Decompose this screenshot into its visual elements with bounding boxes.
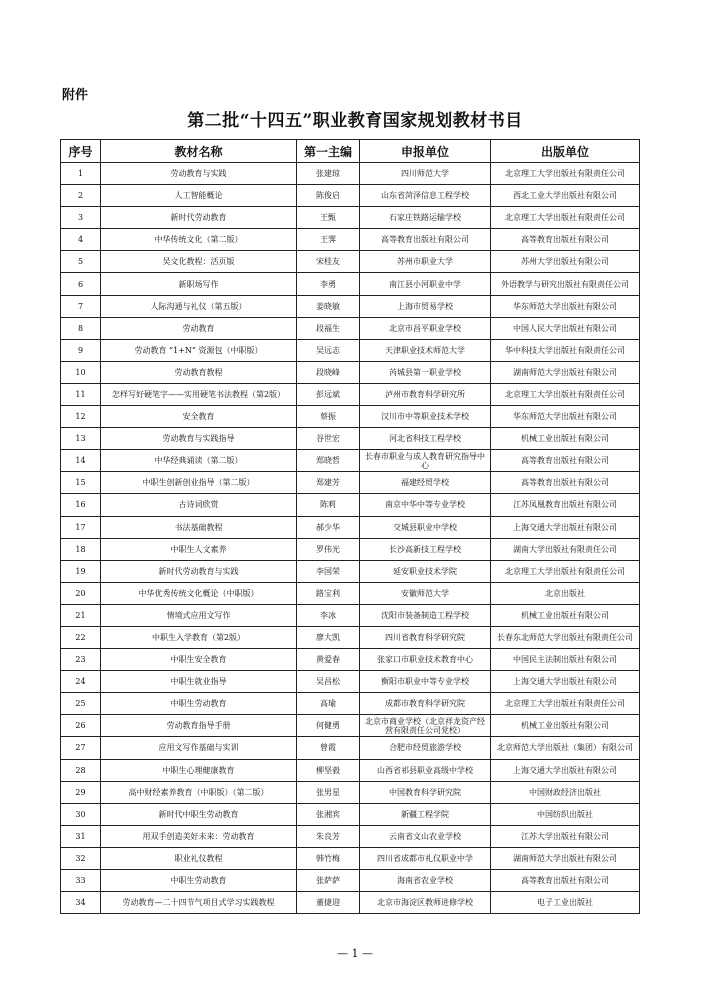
cell-editor: 高瑜 (297, 693, 360, 715)
cell-editor: 何健勇 (297, 715, 360, 737)
cell-editor: 王甄 (297, 207, 360, 229)
table-row (61, 472, 640, 494)
cell-title: 中职生人文素养 (101, 538, 297, 560)
table-row (61, 229, 640, 251)
cell-applicant: 石家庄铁路运输学校 (360, 207, 491, 229)
cell-applicant: 苏州市职业大学 (360, 251, 491, 273)
cell-applicant: 高等教育出版社有限公司 (360, 229, 491, 251)
header-title: 教材名称 (101, 140, 297, 163)
cell-seq: 24 (61, 671, 101, 693)
table-row (61, 361, 640, 383)
cell-applicant: 山西省祁县职业高级中学校 (360, 759, 491, 781)
cell-title: 用双手创造美好未来：劳动教育 (101, 825, 297, 847)
cell-publisher: 华东师范大学出版社有限公司 (491, 295, 640, 317)
cell-seq: 5 (61, 251, 101, 273)
cell-title: 劳动教育 “1+N” 资源包（中职版） (101, 339, 297, 361)
cell-applicant: 成都市教育科学研究院 (360, 693, 491, 715)
cell-publisher: 高等教育出版社有限公司 (491, 472, 640, 494)
cell-publisher: 江苏大学出版社有限公司 (491, 825, 640, 847)
cell-title: 新时代劳动教育 (101, 207, 297, 229)
cell-title: 职业礼仪教程 (101, 847, 297, 869)
cell-publisher: 机械工业出版社有限公司 (491, 604, 640, 626)
cell-seq: 25 (61, 693, 101, 715)
cell-editor: 曾霞 (297, 737, 360, 759)
textbook-table (60, 139, 640, 914)
cell-seq: 22 (61, 626, 101, 648)
cell-publisher: 西北工业大学出版社有限公司 (491, 185, 640, 207)
cell-editor: 吴昌松 (297, 671, 360, 693)
table-row (61, 626, 640, 648)
cell-applicant: 南江县小河职业中学 (360, 273, 491, 295)
cell-seq: 14 (61, 450, 101, 472)
table-row (61, 406, 640, 428)
cell-editor: 郑晓哲 (297, 450, 360, 472)
cell-applicant: 合肥市经贸旅游学校 (360, 737, 491, 759)
table-row (61, 339, 640, 361)
cell-seq: 23 (61, 649, 101, 671)
cell-seq: 19 (61, 560, 101, 582)
table-row (61, 825, 640, 847)
table-row (61, 538, 640, 560)
cell-editor: 李勇 (297, 273, 360, 295)
cell-seq: 11 (61, 383, 101, 405)
table-row (61, 428, 640, 450)
cell-applicant: 河北省科技工程学校 (360, 428, 491, 450)
cell-publisher: 江苏凤凰教育出版社有限公司 (491, 494, 640, 516)
cell-title: 中职生入学教育（第2版） (101, 626, 297, 648)
cell-seq: 20 (61, 582, 101, 604)
table-row (61, 494, 640, 516)
header-seq: 序号 (61, 140, 101, 163)
cell-editor: 姜晓敏 (297, 295, 360, 317)
cell-editor: 谷世宏 (297, 428, 360, 450)
table-body (61, 163, 640, 914)
cell-applicant: 福建经贸学校 (360, 472, 491, 494)
cell-editor: 陈莉 (297, 494, 360, 516)
cell-applicant: 天津职业技术师范大学 (360, 339, 491, 361)
cell-publisher: 长春东北师范大学出版社有限责任公司 (491, 626, 640, 648)
cell-editor: 吴远志 (297, 339, 360, 361)
document-title: 第二批“十四五”职业教育国家规划教材书目 (187, 111, 523, 131)
cell-publisher: 上海交通大学出版社有限公司 (491, 671, 640, 693)
cell-title: 劳动教育与实践 (101, 163, 297, 185)
page-number: — 1 — (337, 947, 373, 960)
cell-seq: 30 (61, 803, 101, 825)
cell-seq: 29 (61, 781, 101, 803)
cell-publisher: 机械工业出版社有限公司 (491, 715, 640, 737)
attachment-label: 附件 (62, 88, 89, 103)
cell-title: 吴文化教程：活页版 (101, 251, 297, 273)
cell-publisher: 湖南大学出版社有限责任公司 (491, 538, 640, 560)
cell-editor: 段晓峰 (297, 361, 360, 383)
cell-seq: 33 (61, 870, 101, 892)
cell-title: 应用文写作基础与实训 (101, 737, 297, 759)
cell-seq: 15 (61, 472, 101, 494)
cell-publisher: 高等教育出版社有限公司 (491, 450, 640, 472)
cell-seq: 7 (61, 295, 101, 317)
cell-seq: 3 (61, 207, 101, 229)
cell-publisher: 华中科技大学出版社有限责任公司 (491, 339, 640, 361)
cell-title: 书法基础教程 (101, 516, 297, 538)
cell-editor: 郑建芳 (297, 472, 360, 494)
cell-seq: 18 (61, 538, 101, 560)
cell-title: 高中财经素养教育（中职版）（第二版） (101, 781, 297, 803)
cell-editor: 张建琼 (297, 163, 360, 185)
cell-seq: 12 (61, 406, 101, 428)
cell-publisher: 上海交通大学出版社有限公司 (491, 759, 640, 781)
cell-seq: 6 (61, 273, 101, 295)
cell-seq: 28 (61, 759, 101, 781)
cell-editor: 李国荣 (297, 560, 360, 582)
cell-title: 劳动教育教程 (101, 361, 297, 383)
cell-applicant: 衡阳市职业中等专业学校 (360, 671, 491, 693)
table-row (61, 737, 640, 759)
cell-editor: 罗伟光 (297, 538, 360, 560)
cell-publisher: 电子工业出版社 (491, 892, 640, 914)
cell-editor: 张湘宾 (297, 803, 360, 825)
cell-title: 劳动教育指导手册 (101, 715, 297, 737)
table-row (61, 295, 640, 317)
cell-applicant: 四川师范大学 (360, 163, 491, 185)
table-row (61, 450, 640, 472)
table-row (61, 383, 640, 405)
table-row (61, 649, 640, 671)
cell-seq: 21 (61, 604, 101, 626)
cell-title: 怎样写好硬笔字——实用硬笔书法教程（第2版） (101, 383, 297, 405)
cell-applicant: 山东省菏泽信息工程学校 (360, 185, 491, 207)
cell-applicant: 汉川市中等职业技术学校 (360, 406, 491, 428)
cell-applicant: 中国教育科学研究院 (360, 781, 491, 803)
cell-seq: 13 (61, 428, 101, 450)
table-row (61, 560, 640, 582)
table-row (61, 516, 640, 538)
cell-applicant: 海南省农业学校 (360, 870, 491, 892)
table-row (61, 870, 640, 892)
table-row (61, 803, 640, 825)
cell-title: 中华优秀传统文化概论（中职版） (101, 582, 297, 604)
cell-title: 新时代中职生劳动教育 (101, 803, 297, 825)
cell-title: 中职生创新创业指导（第二版） (101, 472, 297, 494)
cell-publisher: 中国人民大学出版社有限公司 (491, 317, 640, 339)
cell-editor: 柳坚毅 (297, 759, 360, 781)
cell-publisher: 北京理工大学出版社有限责任公司 (491, 693, 640, 715)
cell-publisher: 华东师范大学出版社有限公司 (491, 406, 640, 428)
cell-title: 人工智能概论 (101, 185, 297, 207)
cell-applicant: 云南省文山农业学校 (360, 825, 491, 847)
cell-seq: 31 (61, 825, 101, 847)
cell-seq: 27 (61, 737, 101, 759)
cell-seq: 10 (61, 361, 101, 383)
cell-editor: 廖大凯 (297, 626, 360, 648)
cell-seq: 4 (61, 229, 101, 251)
cell-applicant: 安徽师范大学 (360, 582, 491, 604)
cell-applicant: 南京中华中等专业学校 (360, 494, 491, 516)
cell-seq: 8 (61, 317, 101, 339)
cell-editor: 段福生 (297, 317, 360, 339)
cell-title: 人际沟通与礼仪（第五版） (101, 295, 297, 317)
cell-editor: 路宝利 (297, 582, 360, 604)
table-row (61, 759, 640, 781)
cell-seq: 2 (61, 185, 101, 207)
cell-title: 中职生劳动教育 (101, 693, 297, 715)
cell-editor: 陈俊启 (297, 185, 360, 207)
cell-publisher: 北京理工大学出版社有限责任公司 (491, 163, 640, 185)
table-row (61, 317, 640, 339)
table-row (61, 207, 640, 229)
cell-seq: 17 (61, 516, 101, 538)
cell-editor: 宋桂友 (297, 251, 360, 273)
table-row (61, 604, 640, 626)
cell-seq: 16 (61, 494, 101, 516)
cell-seq: 34 (61, 892, 101, 914)
cell-applicant: 交城县职业中学校 (360, 516, 491, 538)
cell-title: 新职场写作 (101, 273, 297, 295)
cell-applicant: 上海市贸易学校 (360, 295, 491, 317)
cell-editor: 郝少华 (297, 516, 360, 538)
cell-publisher: 湖南师范大学出版社有限公司 (491, 361, 640, 383)
cell-title: 中职生就业指导 (101, 671, 297, 693)
cell-title: 安全教育 (101, 406, 297, 428)
header-editor: 第一主编 (297, 140, 360, 163)
cell-title: 中职生心理健康教育 (101, 759, 297, 781)
cell-publisher: 北京理工大学出版社有限责任公司 (491, 207, 640, 229)
cell-seq: 9 (61, 339, 101, 361)
cell-editor: 王霁 (297, 229, 360, 251)
header-publisher: 出版单位 (491, 140, 640, 163)
cell-editor: 黄爱春 (297, 649, 360, 671)
table-row (61, 582, 640, 604)
cell-applicant: 长沙高新技工程学校 (360, 538, 491, 560)
cell-applicant: 张家口市职业技术教育中心 (360, 649, 491, 671)
cell-publisher: 外语教学与研究出版社有限责任公司 (491, 273, 640, 295)
cell-applicant: 北京市商业学校（北京祥龙资产经营有限责任公司党校） (360, 715, 491, 737)
cell-editor: 朱良芳 (297, 825, 360, 847)
table-row (61, 251, 640, 273)
cell-seq: 32 (61, 847, 101, 869)
table-row (61, 781, 640, 803)
table-row (61, 847, 640, 869)
cell-applicant: 四川省成都市礼仪职业中学 (360, 847, 491, 869)
table-row (61, 693, 640, 715)
table-row (61, 671, 640, 693)
cell-editor: 李冰 (297, 604, 360, 626)
cell-title: 中职生劳动教育 (101, 870, 297, 892)
cell-applicant: 北京市昌平职业学校 (360, 317, 491, 339)
cell-publisher: 高等教育出版社有限公司 (491, 870, 640, 892)
cell-publisher: 上海交通大学出版社有限公司 (491, 516, 640, 538)
table-row (61, 185, 640, 207)
cell-publisher: 湖南师范大学出版社有限公司 (491, 847, 640, 869)
table-row (61, 273, 640, 295)
header-applicant: 申报单位 (360, 140, 491, 163)
cell-applicant: 延安职业技术学院 (360, 560, 491, 582)
cell-publisher: 北京出版社 (491, 582, 640, 604)
table-row (61, 163, 640, 185)
cell-title: 新时代劳动教育与实践 (101, 560, 297, 582)
cell-title: 情境式应用文写作 (101, 604, 297, 626)
cell-applicant: 新疆工程学院 (360, 803, 491, 825)
cell-title: 古诗词欣赏 (101, 494, 297, 516)
cell-publisher: 高等教育出版社有限公司 (491, 229, 640, 251)
cell-applicant: 四川省教育科学研究院 (360, 626, 491, 648)
cell-applicant: 北京市海淀区教师进修学校 (360, 892, 491, 914)
cell-editor: 韩竹梅 (297, 847, 360, 869)
cell-editor: 蔡振 (297, 406, 360, 428)
cell-editor: 彭远斌 (297, 383, 360, 405)
cell-applicant: 芮城县第一职业学校 (360, 361, 491, 383)
cell-editor: 张萨萨 (297, 870, 360, 892)
cell-publisher: 北京理工大学出版社有限责任公司 (491, 383, 640, 405)
table-row (61, 892, 640, 914)
cell-publisher: 北京师范大学出版社（集团）有限公司 (491, 737, 640, 759)
cell-title: 中华经典诵读（第二版） (101, 450, 297, 472)
cell-title: 劳动教育 (101, 317, 297, 339)
cell-editor: 董捷迎 (297, 892, 360, 914)
cell-publisher: 苏州大学出版社有限公司 (491, 251, 640, 273)
cell-title: 劳动教育—二十四节气项目式学习实践教程 (101, 892, 297, 914)
table-row (61, 715, 640, 737)
cell-applicant: 沈阳市装备制造工程学校 (360, 604, 491, 626)
cell-publisher: 机械工业出版社有限公司 (491, 428, 640, 450)
cell-applicant: 泸州市教育科学研究所 (360, 383, 491, 405)
cell-seq: 26 (61, 715, 101, 737)
cell-editor: 张男星 (297, 781, 360, 803)
cell-publisher: 北京理工大学出版社有限责任公司 (491, 560, 640, 582)
table-header-row (61, 140, 640, 163)
cell-title: 劳动教育与实践指导 (101, 428, 297, 450)
cell-publisher: 中国财政经济出版社 (491, 781, 640, 803)
cell-publisher: 中国纺织出版社 (491, 803, 640, 825)
cell-seq: 1 (61, 163, 101, 185)
cell-title: 中职生安全教育 (101, 649, 297, 671)
cell-applicant: 长春市职业与成人教育研究指导中心 (360, 450, 491, 472)
cell-publisher: 中国民主法制出版社有限公司 (491, 649, 640, 671)
cell-title: 中华传统文化（第二版） (101, 229, 297, 251)
